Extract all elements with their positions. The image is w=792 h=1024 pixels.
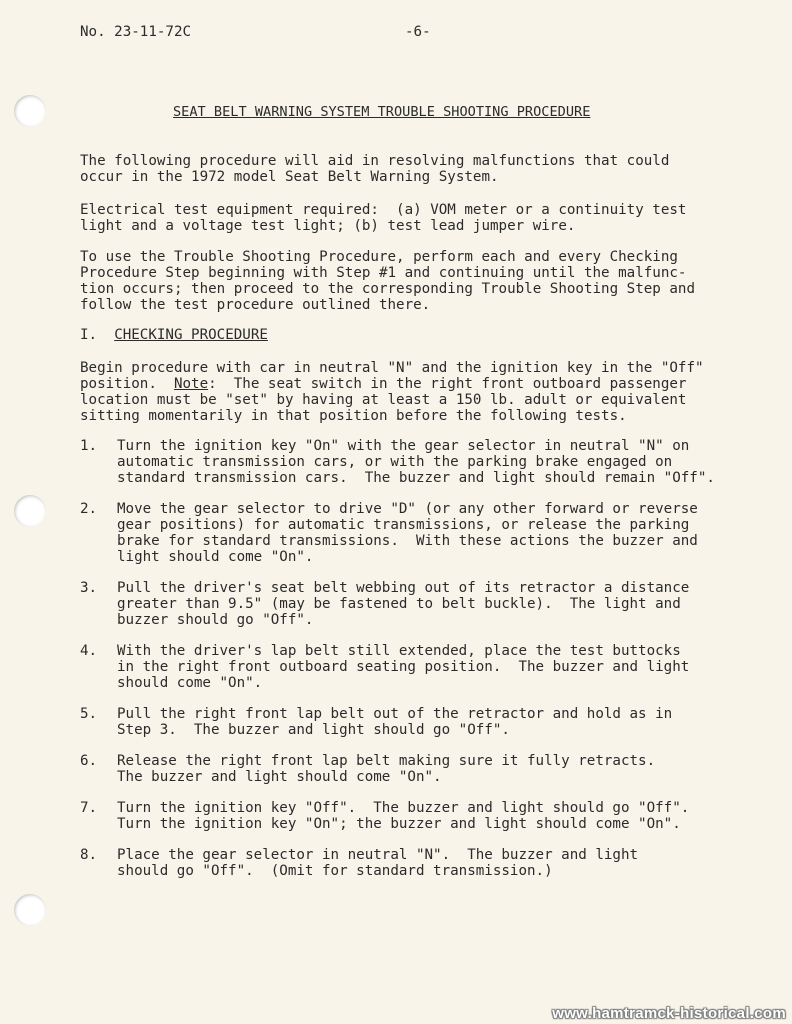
punch-hole	[14, 894, 46, 926]
step-number: 1.	[80, 438, 98, 454]
text-line: occur in the 1972 model Seat Belt Warning System.	[80, 169, 499, 185]
text-line: gear positions) for automatic transmissions, or release the parking	[117, 517, 690, 533]
text-line: brake for standard transmissions. With these actions the buzzer and	[117, 533, 698, 549]
text-line: in the right front outboard seating position. The buzzer and light	[117, 659, 690, 675]
watermark: www.hamtramck-historical.com	[552, 1005, 786, 1022]
text-line: automatic transmission cars, or with the parking brake engaged on	[117, 454, 673, 470]
text-line: tion occurs; then proceed to the corresponding Trouble Shooting Step and	[80, 281, 695, 297]
text-line: light and a voltage test light; (b) test lead jumper wire.	[80, 218, 576, 234]
note-label: Note	[173, 376, 209, 392]
text-line: Pull the right front lap belt out of the retractor and hold as in	[117, 706, 673, 722]
intro-paragraph-2	[80, 202, 780, 234]
text-line: Procedure Step beginning with Step #1 and continuing until the malfunc-	[80, 265, 687, 281]
text-line	[80, 376, 780, 392]
intro-paragraph-1	[80, 153, 780, 185]
punch-hole	[14, 495, 46, 527]
step-number: 6.	[80, 753, 98, 769]
step-number: 3.	[80, 580, 98, 596]
text-line: light should come "On".	[117, 549, 314, 565]
step-number: 7.	[80, 800, 98, 816]
text-line: Begin procedure with car in neutral "N" and the ignition key in the "Off"	[80, 360, 704, 376]
text-line: greater than 9.5" (may be fastened to belt buckle). The light and	[117, 596, 681, 612]
text-line: The following procedure will aid in resolving malfunctions that could	[80, 153, 670, 169]
intro-paragraph-3	[80, 249, 780, 313]
text-line: should go "Off". (Omit for standard transmission.)	[117, 863, 553, 879]
text-line: To use the Trouble Shooting Procedure, perform each and every Checking	[80, 249, 678, 265]
step-number: 8.	[80, 847, 98, 863]
text-line: Place the gear selector in neutral "N". The buzzer and light	[117, 847, 639, 863]
section-heading	[80, 327, 268, 343]
text-line: With the driver's lap belt still extended, place the test buttocks	[117, 643, 681, 659]
text-segment: : The seat switch in the right front outboard passenger	[208, 376, 687, 392]
text-line: Turn the ignition key "On" with the gear selector in neutral "N" on	[117, 438, 690, 454]
section-number: I.	[80, 327, 98, 343]
step-number: 5.	[80, 706, 98, 722]
text-line: Turn the ignition key "On"; the buzzer and light should come "On".	[117, 816, 681, 832]
text-segment: position.	[80, 376, 174, 392]
text-line: buzzer should go "Off".	[117, 612, 314, 628]
begin-paragraph	[80, 360, 780, 424]
text-line: Electrical test equipment required: (a) VOM meter or a continuity test	[80, 202, 687, 218]
text-line: follow the test procedure outlined there.	[80, 297, 431, 313]
page-title: SEAT BELT WARNING SYSTEM TROUBLE SHOOTING PROCEDURE	[173, 104, 591, 120]
text-line: sitting momentarily in that position before the following tests.	[80, 408, 627, 424]
text-line: The buzzer and light should come "On".	[117, 769, 442, 785]
text-line: Turn the ignition key "Off". The buzzer and light should go "Off".	[117, 800, 690, 816]
punch-hole	[14, 95, 46, 127]
text-line: should come "On".	[117, 675, 263, 691]
text-line: standard transmission cars. The buzzer and light should remain "Off".	[117, 470, 715, 486]
text-line: location must be "set" by having at least a 150 lb. adult or equivalent	[80, 392, 687, 408]
section-title: CHECKING PROCEDURE	[114, 327, 268, 343]
text-line: Step 3. The buzzer and light should go "Off".	[117, 722, 510, 738]
text-line: Pull the driver's seat belt webbing out of its retractor a distance	[117, 580, 690, 596]
page-number: -6-	[405, 24, 431, 40]
document-number: No. 23-11-72C	[80, 24, 192, 40]
text-line: Release the right front lap belt making sure it fully retracts.	[117, 753, 656, 769]
step-number: 4.	[80, 643, 98, 659]
step-number: 2.	[80, 501, 98, 517]
text-line: Move the gear selector to drive "D" (or any other forward or reverse	[117, 501, 698, 517]
